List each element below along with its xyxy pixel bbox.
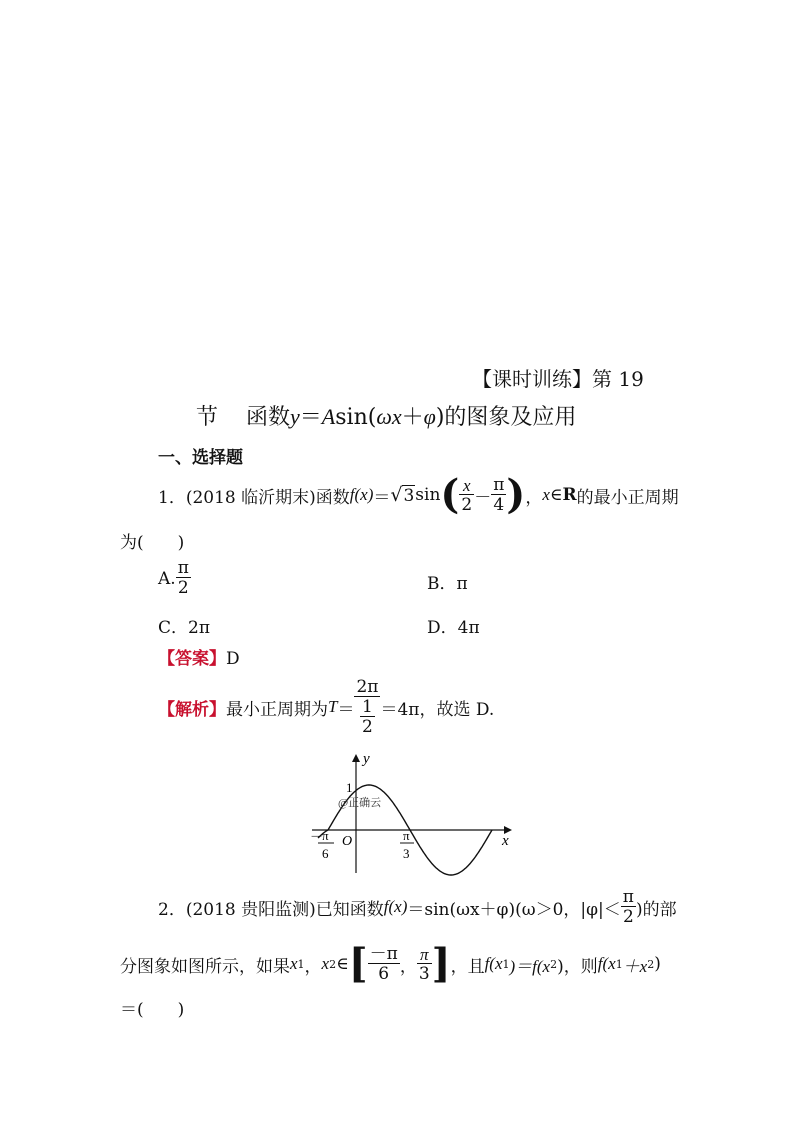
section-func-omega: ωx [376,404,402,429]
option-a[interactable] [158,560,191,597]
q1-frac-pi-over-4 [491,474,506,515]
section-func-post: )的图象及应用 [435,405,577,430]
section-func-sin: sin( [335,405,377,430]
watermark: @正确云 [338,797,382,809]
q1-frac2-den: 4 [491,494,506,514]
option-a-num: π [177,558,189,578]
option-a-den: 2 [176,577,191,597]
neg-tick-num: π [322,828,329,843]
q2-frac-num: π [622,886,634,907]
analysis-line [158,673,494,741]
q1-frac-x-over-2 [459,477,474,514]
analysis-pre: 最小正周期为 [226,699,328,720]
q2-fx: f(x) [383,897,408,916]
neg-tick-den: 6 [322,846,329,861]
q1-minus: － [474,487,492,508]
right-paren-icon: ) [506,471,526,518]
question-1-line-1: 1． (2018 临沂期末)函数 f(x) ＝ √ 3 sin ( $\frac{x}{2}$ － $\frac{\pi}{4}$ ) ， x ∈ R 的最小正周期 [158,471,679,518]
analysis-t: T [328,697,338,716]
neg-tick-minus: － [310,829,324,844]
section-label: 节 [196,405,219,430]
q2-x2: x [321,954,330,973]
section-func-a: A [321,404,336,429]
pos-tick-den: 3 [403,846,410,861]
q2-cond-post: )，则 [557,956,598,977]
q2-iv-right-num: π [419,944,429,964]
y-axis-arrow-icon [352,754,360,762]
section-func-plus: ＋ [401,405,424,430]
question-1-line-2: 为( ) [120,533,185,553]
option-c[interactable]: C．2π [158,618,210,638]
question-2-line-1 [158,884,677,930]
sqrt-symbol: √ [390,484,403,506]
right-bracket-icon: ] [431,940,451,987]
section-func-y: y [290,404,300,429]
analysis-den-den: 2 [362,716,373,737]
section-func-eq: ＝ [299,405,322,430]
q1-domain-in: ∈ [549,485,563,505]
left-paren-icon: ( [440,471,460,518]
q2-body: ＝sin(ωx＋φ)(ω＞0，|φ|＜ [407,899,621,920]
q2-x2-sub: 2 [329,957,337,971]
q2-ask-plus: ＋x [622,956,648,976]
section-title [196,400,576,431]
q1-fx: f(x) [349,485,374,504]
q1-frac2-num: π [493,474,505,495]
analysis-frac [354,676,380,737]
q2-cond-mid: )＝f(x [509,956,551,976]
analysis-tag: 【解析】 [158,699,226,720]
q2-cond-f1-sub: 1 [502,957,510,971]
option-d[interactable]: D．4π [427,618,480,638]
q2-cond-f2-sub: 2 [550,957,558,971]
option-b[interactable]: B．π [427,574,468,594]
answer-tag: 【答案】 [158,649,226,669]
q1-domain-r: R [562,485,577,505]
q1-eq: ＝ [373,487,391,508]
q1-number: 1． [158,487,186,508]
q1-domain-x: x [542,485,550,504]
analysis-eq: ＝ [337,699,355,720]
q1-frac1-num: x [463,475,471,495]
q2-x1: x [290,954,298,973]
analysis-num: 2π [356,676,379,697]
q1-frac1-den: 2 [461,494,473,515]
x-axis-label: x [502,833,509,849]
q2-tail: )的部 [635,899,677,920]
option-a-frac [176,560,191,597]
pos-tick-num: π [403,828,410,843]
q2-iv-sep: ， [399,956,417,977]
y-tick-one: 1 [346,780,353,795]
q1-source: (2018 临沂期末)函数 [185,487,350,508]
q1-radicand: 3 [403,485,415,506]
q2-cond-f1: f(x [484,954,503,973]
q2-ask-close: ) [654,954,661,974]
left-bracket-icon: [ [348,940,368,987]
q1-sin: sin [415,485,441,505]
q1-tail: 的最小正周期 [576,487,679,508]
section-func-phi: φ [423,404,436,429]
question-2-line-3: ＝( ) [120,1000,185,1020]
q2-number: 2． [158,899,186,920]
lesson-title-text: 【课时训练】第 19 [472,367,644,391]
q2-iv-right-den: 3 [418,963,430,984]
answer-value: D [226,649,240,669]
analysis-den [354,696,380,736]
q2-ask-sub2: 2 [647,957,655,971]
question-2-line-2 [120,938,661,990]
answer-line [158,644,240,669]
q2-in: ∈ [336,954,349,974]
lesson-title [472,363,644,392]
sine-graph [300,748,530,878]
part-heading: 一、选择题 [158,448,243,468]
q2-cond: ，且 [450,956,485,977]
origin-label: O [342,834,353,849]
analysis-den-frac [360,696,375,737]
q2-source: (2018 贵阳监测)已知函数 [185,899,384,920]
q2-iv-left-num: －π [369,943,398,964]
q2-frac-den: 2 [621,906,636,926]
section-func-pre: 函数 [246,405,291,430]
q2-iv-left-den: 6 [368,963,400,983]
q2-comma: ， [304,956,322,977]
option-a-label: A. [158,568,176,589]
q2-line2-pre: 分图象如图所示，如果 [120,956,290,977]
q2-frac-pi-over-2 [621,886,636,927]
analysis-post: ＝4π，故选 D. [380,699,495,720]
q2-interval-right [417,946,432,983]
analysis-den-num: 1 [362,696,373,717]
q2-x1-sub: 1 [297,957,305,971]
y-axis-label: y [363,751,370,767]
q2-interval-left [368,943,400,984]
q2-ask-sub1: 1 [615,957,623,971]
q2-ask: f(x [597,954,616,973]
